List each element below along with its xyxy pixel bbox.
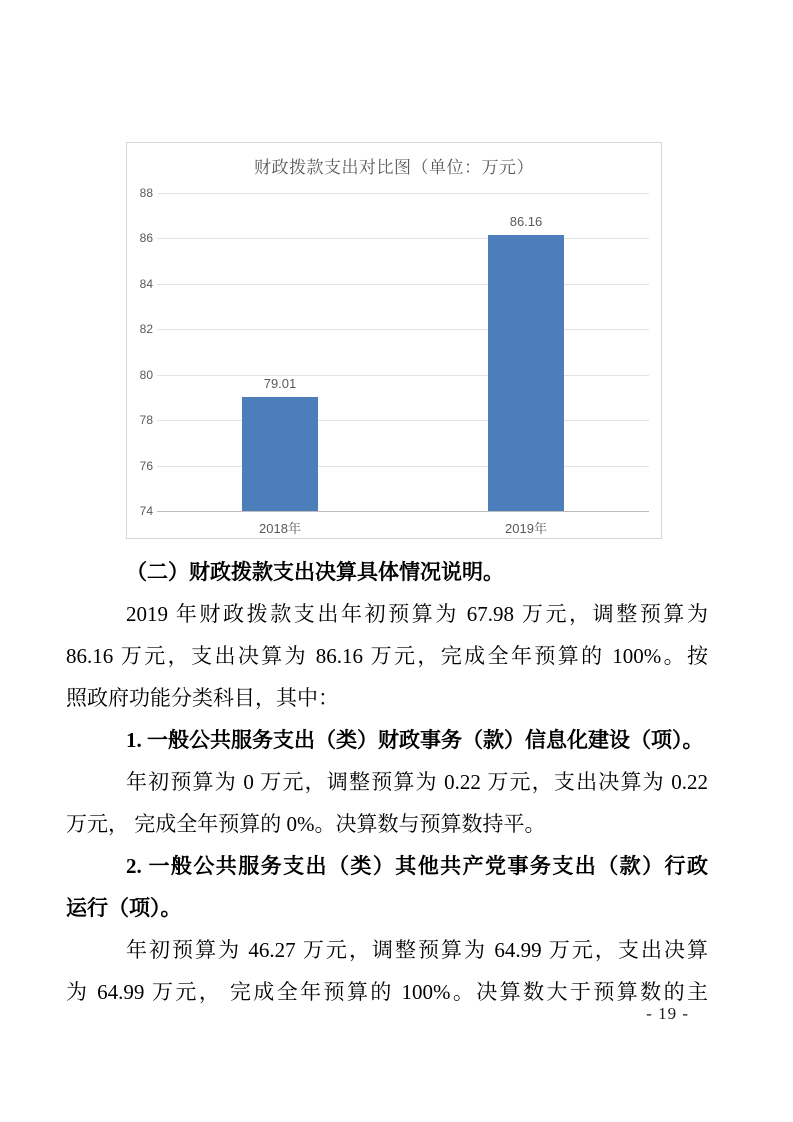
body-text xyxy=(66,551,708,1013)
text-line: （二）财政拨款支出决算具体情况说明。 xyxy=(126,560,504,584)
y-axis-tick-label: 86 xyxy=(139,231,153,246)
text-line: 运行（项）。 xyxy=(66,896,182,920)
y-axis-tick-label: 84 xyxy=(139,276,153,291)
text-line: 2019 年财政拨款支出年初预算为 67.98 万元，调整预算为 xyxy=(126,602,708,626)
y-axis-tick-label: 88 xyxy=(139,186,153,200)
y-axis-tick-label: 74 xyxy=(139,504,153,518)
chart-title: 财政拨款支出对比图（单位：万元） xyxy=(254,158,534,177)
gridline xyxy=(157,420,649,421)
x-axis-category-label: 2018年 xyxy=(259,521,301,536)
gridline xyxy=(157,284,649,285)
bar-value-label: 86.16 xyxy=(509,213,543,229)
text-line: 照政府功能分类科目，其中： xyxy=(66,686,339,710)
y-axis-tick-label: 78 xyxy=(139,413,153,428)
text-line: 年初预算为 0 万元，调整预算为 0.22 万元，支出决算为 0.22 xyxy=(126,770,708,794)
gridline xyxy=(157,238,649,239)
gridline xyxy=(157,375,649,376)
text-line: 2. 一般公共服务支出（类）其他共产党事务支出（款）行政 xyxy=(126,854,708,878)
x-axis-category-label: 2019年 xyxy=(505,521,547,536)
fiscal-expenditure-comparison-chart xyxy=(126,142,662,539)
y-axis-tick-label: 80 xyxy=(139,367,153,382)
text-line: 万元， 完成全年预算的 0%。决算数与预算数持平。 xyxy=(66,812,546,836)
gridline xyxy=(157,511,649,512)
bar-2019年 xyxy=(488,235,564,511)
y-axis-tick-label: 76 xyxy=(139,458,153,473)
bar-2018年 xyxy=(242,397,318,511)
gridline xyxy=(157,466,649,467)
y-axis-tick-label: 82 xyxy=(139,322,153,337)
text-line: 1. 一般公共服务支出（类）财政事务（款）信息化建设（项）。 xyxy=(126,728,704,752)
text-line: 为 64.99 万元， 完成全年预算的 100%。决算数大于预算数的主 xyxy=(66,980,708,1004)
bar-value-label: 79.01 xyxy=(263,376,297,392)
page-number: - 19 - xyxy=(646,1004,689,1023)
text-line: 年初预算为 46.27 万元，调整预算为 64.99 万元，支出决算 xyxy=(126,938,708,962)
plot-area xyxy=(139,186,649,536)
text-line: 86.16 万元，支出决算为 86.16 万元，完成全年预算的 100%。按 xyxy=(66,644,708,668)
gridline xyxy=(157,193,649,194)
gridline xyxy=(157,329,649,330)
